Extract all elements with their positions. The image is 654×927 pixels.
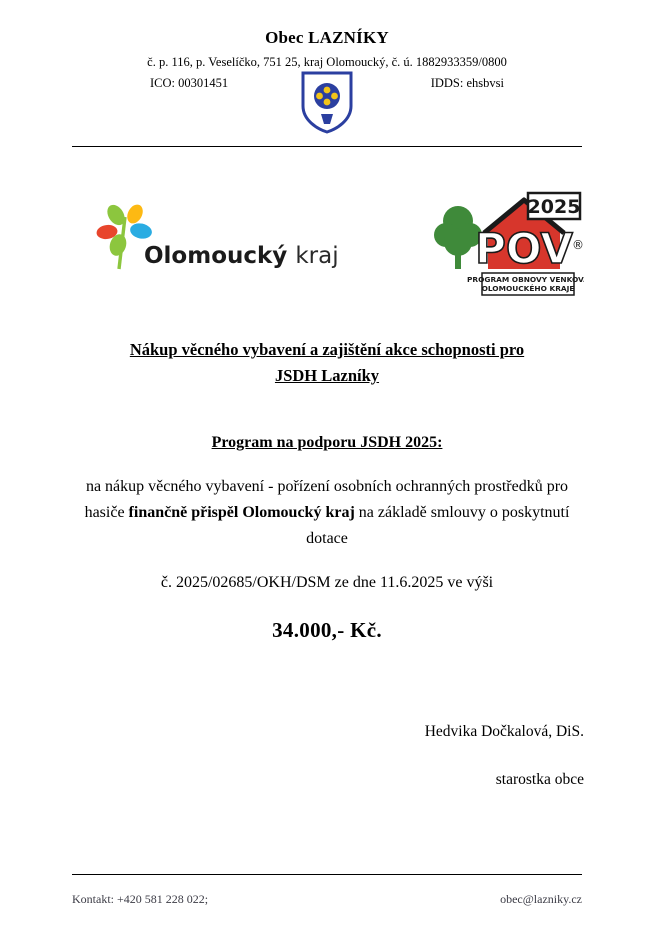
signatory-role: starostka obce bbox=[495, 770, 584, 788]
signatory-name: Hedvika Dočkalová, DiS. bbox=[424, 722, 584, 740]
document-title-line-2: JSDH Lazníky bbox=[274, 365, 380, 385]
funding-paragraph bbox=[78, 474, 576, 552]
footer bbox=[72, 892, 582, 907]
document-body bbox=[0, 337, 654, 643]
pov-year: 2025 bbox=[527, 196, 581, 218]
olomoucky-kraj-wordmark bbox=[144, 243, 339, 269]
footer-email: obec@lazniky.cz bbox=[500, 892, 582, 906]
organization-ico: ICO: 00301451 bbox=[150, 76, 229, 90]
pov-house-tree-logo-icon bbox=[432, 187, 584, 305]
funding-paragraph-part-2: na základě smlouvy o poskytnutí dotace bbox=[306, 504, 570, 547]
letterhead bbox=[0, 0, 654, 132]
funding-paragraph-part-1: na nákup věcného vybavení - pořízení osobních ochranných prostředků pro hasiče bbox=[84, 478, 569, 522]
olomoucky-kraj-name-bold: Olomoucký bbox=[144, 243, 288, 269]
footer-contact: Kontakt: +420 581 228 022; bbox=[72, 892, 209, 906]
municipal-coat-of-arms-icon bbox=[299, 70, 355, 134]
program-subtitle: Program na podporu JSDH 2025: bbox=[211, 434, 443, 452]
contract-reference: č. 2025/02685/OKH/DSM ze dne 11.6.2025 ve výši bbox=[160, 573, 494, 591]
svg-text:POV: POV bbox=[475, 224, 573, 273]
document-title bbox=[78, 337, 576, 388]
svg-text:®: ® bbox=[572, 238, 584, 252]
granted-amount: 34.000,- Kč. bbox=[272, 617, 382, 642]
svg-text:PROGRAM OBNOVY VENKOVA: PROGRAM OBNOVY VENKOVA bbox=[467, 275, 584, 284]
organization-idds: IDDS: ehsbvsi bbox=[430, 76, 504, 90]
signature-block bbox=[0, 721, 654, 790]
pov-logo bbox=[432, 187, 584, 305]
funding-paragraph-emphasis: finančně přispěl Olomoucký kraj bbox=[128, 504, 355, 522]
document-title-line-1: Nákup věcného vybavení a zajištění akce schopnosti pro bbox=[129, 340, 525, 359]
logo-row bbox=[0, 179, 654, 319]
svg-text:OLOMOUCKÉHO KRAJE: OLOMOUCKÉHO KRAJE bbox=[481, 284, 575, 293]
olomoucky-kraj-logo bbox=[92, 201, 339, 287]
olomoucky-kraj-name-light: kraj bbox=[295, 243, 339, 269]
organization-identifiers bbox=[0, 76, 654, 132]
footer-divider bbox=[72, 874, 582, 875]
organization-address: č. p. 116, p. Veselíčko, 751 25, kraj Olomoucký, č. ú. 1882933359/0800 bbox=[147, 55, 507, 69]
organization-name: Obec LAZNÍKY bbox=[265, 28, 389, 47]
header-divider bbox=[72, 146, 582, 147]
